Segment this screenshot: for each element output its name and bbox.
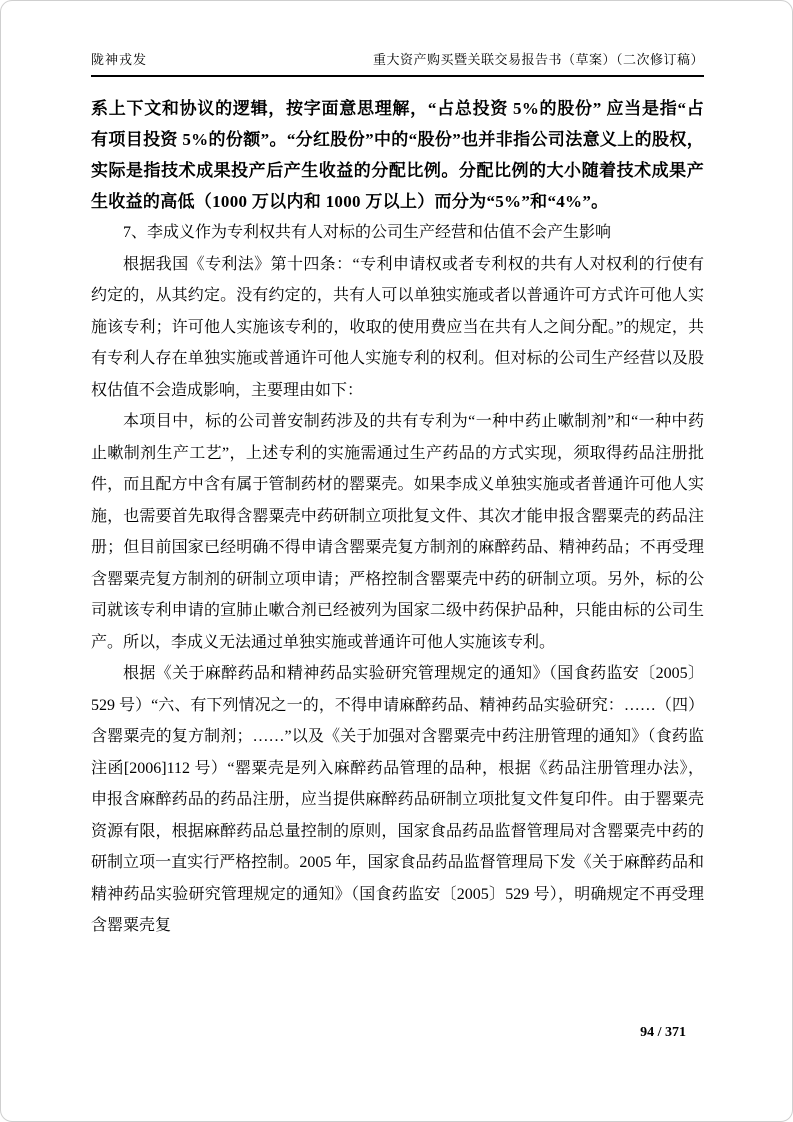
paragraph-narcotic-regulations: 根据《关于麻醉药品和精神药品实验研究管理规定的通知》（国食药监安〔2005〕529 号）“六、有下列情况之一的，不得申请麻醉药品、精神药品实验研究：……（四）含罂粟壳的复方制剂；……”以及《关于加强对含罂粟壳中药注册管理的通知》（食药监注函[2006]112 号）“罂粟壳是列入麻醉药品管理的品种，根据《药品注册管理办法》，申报含麻醉药品的药品注册，应当提供麻醉药品研制立项批复文件复印件。由于罂粟壳资源有限，根据麻醉药品总量控制的原则，国家食品药品监督管理局对含罂粟壳中药的研制立项一直实行严格控制。2005 年，国家食品药品监督管理局下发《关于麻醉药品和精神药品实验研究管理规定的通知》（国食药监安〔2005〕529 号），明确规定不再受理含罂粟壳复 bbox=[91, 665, 704, 934]
paragraph-continuation-emphasis: 系上下文和协议的逻辑，按字面意思理解，“占总投资 5%的股份” 应当是指“占有项目投资 5%的份额”。“分红股份”中的“股份”也并非指公司法意义上的股权，实际是指技术成果投产后产生收益的分配比例。分配比例的大小随着技术成果产生收益的高低（1000 万以内和 1000 万以上）而分为“5%”和“4%”。 bbox=[91, 99, 704, 211]
page-number: 94 / 371 bbox=[640, 1025, 686, 1040]
page-header bbox=[91, 49, 704, 77]
paragraph-patent-law: 根据我国《专利法》第十四条：“专利申请权或者专利权的共有人对权利的行使有约定的，从其约定。没有约定的，共有人可以单独实施或者以普通许可方式许可他人实施该专利；许可他人实施该专利的，收取的使用费应当在共有人之间分配。”的规定，共有专利人存在单独实施或普通许可他人实施专利的权利。但对标的公司生产经营以及股权估值不会造成影响，主要理由如下： bbox=[91, 255, 704, 399]
section-heading-7: 7、李成义作为专利权共有人对标的公司生产经营和估值不会产生影响 bbox=[123, 224, 612, 241]
paragraph-shared-patent-analysis: 本项目中，标的公司普安制药涉及的共有专利为“一种中药止嗽制剂”和“一种中药止嗽制剂生产工艺”，上述专利的实施需通过生产药品的方式实现，须取得药品注册批件，而且配方中含有属于管制药材的罂粟壳。如果李成义单独实施或者普通许可他人实施，也需要首先取得含罂粟壳中药研制立项批复文件、其次才能申报含罂粟壳的药品注册；但目前国家已经明确不得申请含罂粟壳复方制剂的麻醉药品、精神药品；不再受理含罂粟壳复方制剂的研制立项申请；严格控制含罂粟壳中药的研制立项。另外，标的公司就该专利申请的宣肺止嗽合剂已经被列为国家二级中药保护品种，只能由标的公司生产。所以，李成义无法通过单独实施或普通许可他人实施该专利。 bbox=[91, 413, 704, 651]
header-report-title: 重大资产购买暨关联交易报告书（草案）（二次修订稿） bbox=[372, 52, 704, 67]
document-body bbox=[91, 93, 704, 942]
header-company-name: 陇神戎发 bbox=[91, 52, 148, 67]
